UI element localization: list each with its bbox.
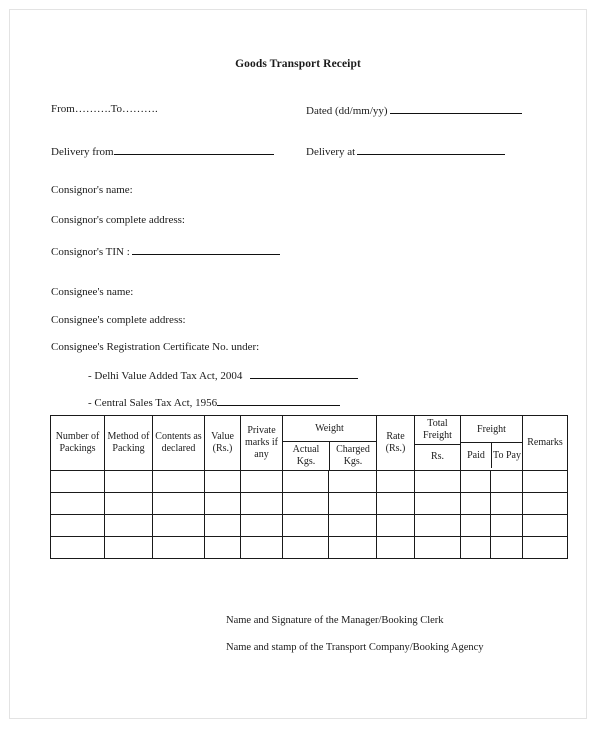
header-contents-as-declared: Contents as declared: [153, 416, 205, 471]
table-cell[interactable]: [153, 536, 205, 558]
consignee-registration-field: [51, 341, 259, 353]
table-cell[interactable]: [105, 514, 153, 536]
header-private-marks: Private marks if any: [241, 416, 283, 471]
table-cell[interactable]: [329, 514, 377, 536]
consignor-tin-field[interactable]: [51, 244, 280, 258]
consignor-tin-label: Consignor's TIN :: [51, 246, 130, 258]
weight-group-table: [283, 416, 376, 470]
goods-table-body: [51, 470, 568, 558]
table-cell[interactable]: [283, 492, 329, 514]
table-cell[interactable]: [329, 470, 377, 492]
header-freight-group: [461, 416, 523, 471]
table-cell[interactable]: [51, 492, 105, 514]
manager-signature-line: Name and Signature of the Manager/Booking Clerk: [226, 615, 444, 626]
table-cell[interactable]: [241, 514, 283, 536]
table-cell[interactable]: [461, 536, 491, 558]
dated-field[interactable]: [306, 103, 522, 117]
consignor-address-label: Consignor's complete address:: [51, 214, 185, 226]
delivery-at-input-rule[interactable]: [357, 144, 505, 155]
table-row: [51, 536, 568, 558]
table-cell[interactable]: [153, 492, 205, 514]
table-cell[interactable]: [105, 492, 153, 514]
table-cell[interactable]: [105, 536, 153, 558]
table-row: [51, 492, 568, 514]
page-title: Goods Transport Receipt: [235, 58, 361, 70]
table-cell[interactable]: [283, 536, 329, 558]
cst-act-label: - Central Sales Tax Act, 1956: [88, 397, 218, 409]
cst-act-field[interactable]: [88, 395, 340, 409]
table-cell[interactable]: [51, 514, 105, 536]
table-cell[interactable]: [415, 492, 461, 514]
delivery-from-label: Delivery from: [51, 146, 114, 158]
table-cell[interactable]: [241, 536, 283, 558]
table-row: [51, 470, 568, 492]
table-cell[interactable]: [205, 470, 241, 492]
dvat-act-label: - Delhi Value Added Tax Act, 2004: [88, 370, 243, 382]
table-cell[interactable]: [377, 536, 415, 558]
header-value-rs: Value (Rs.): [205, 416, 241, 471]
consignee-name-field: [51, 286, 133, 298]
consignor-address-field: [51, 214, 185, 226]
table-cell[interactable]: [105, 470, 153, 492]
delivery-at-label: Delivery at: [306, 146, 356, 158]
consignor-name-label: Consignor's name:: [51, 184, 133, 196]
table-cell[interactable]: [51, 470, 105, 492]
header-weight-actual: Actual Kgs.: [283, 442, 330, 470]
from-to-field: [51, 103, 158, 115]
table-cell[interactable]: [415, 536, 461, 558]
table-cell[interactable]: [491, 514, 523, 536]
table-cell[interactable]: [491, 470, 523, 492]
table-cell[interactable]: [377, 514, 415, 536]
header-rate-rs: Rate (Rs.): [377, 416, 415, 471]
consignor-name-field: [51, 184, 133, 196]
receipt-page: [9, 9, 587, 719]
freight-group-table: [461, 417, 522, 468]
dated-input-rule[interactable]: [390, 103, 522, 114]
table-cell[interactable]: [461, 514, 491, 536]
goods-table-head: [51, 416, 568, 471]
goods-table: [50, 415, 568, 559]
header-freight: Freight: [477, 423, 506, 435]
table-cell[interactable]: [523, 536, 568, 558]
header-method-of-packing: Method of Packing: [105, 416, 153, 471]
table-cell[interactable]: [51, 536, 105, 558]
consignor-tin-input-rule[interactable]: [132, 244, 280, 255]
table-cell[interactable]: [461, 470, 491, 492]
delivery-from-field[interactable]: [51, 144, 274, 158]
header-total-freight-label: Total Freight: [423, 418, 452, 441]
header-total-freight-unit: Rs.: [415, 444, 460, 470]
table-cell[interactable]: [491, 536, 523, 558]
dvat-act-field[interactable]: [88, 368, 358, 382]
consignee-address-field: [51, 314, 186, 326]
table-header-row: [51, 416, 568, 471]
company-stamp-line: Name and stamp of the Transport Company/Booking Agency: [226, 642, 484, 653]
consignee-name-label: Consignee's name:: [51, 286, 134, 298]
header-weight: Weight: [315, 422, 344, 434]
table-cell[interactable]: [523, 514, 568, 536]
table-row: [51, 514, 568, 536]
table-cell[interactable]: [523, 492, 568, 514]
table-cell[interactable]: [283, 470, 329, 492]
table-cell[interactable]: [329, 492, 377, 514]
dated-label: Dated (dd/mm/yy): [306, 105, 388, 117]
from-to-label: From……….To……….: [51, 103, 158, 115]
total-freight-table: [415, 416, 460, 470]
delivery-from-input-rule[interactable]: [114, 144, 274, 155]
table-cell[interactable]: [377, 470, 415, 492]
header-freight-paid: Paid: [461, 443, 492, 469]
table-cell[interactable]: [153, 514, 205, 536]
dvat-act-input-rule[interactable]: [250, 368, 358, 379]
table-cell[interactable]: [523, 470, 568, 492]
header-remarks: Remarks: [523, 416, 568, 471]
table-cell[interactable]: [329, 536, 377, 558]
table-cell[interactable]: [205, 492, 241, 514]
table-cell[interactable]: [415, 514, 461, 536]
table-cell[interactable]: [205, 536, 241, 558]
header-total-freight: [415, 416, 461, 471]
table-cell[interactable]: [153, 470, 205, 492]
header-weight-charged: Charged Kgs.: [330, 442, 377, 470]
table-cell[interactable]: [377, 492, 415, 514]
table-cell[interactable]: [461, 492, 491, 514]
table-cell[interactable]: [283, 514, 329, 536]
header-number-of-packings: Number of Packings: [51, 416, 105, 471]
table-cell[interactable]: [491, 492, 523, 514]
table-cell[interactable]: [415, 470, 461, 492]
cst-act-input-rule[interactable]: [217, 395, 340, 406]
consignee-address-label: Consignee's complete address:: [51, 314, 186, 326]
table-cell[interactable]: [241, 470, 283, 492]
header-freight-to-pay: To Pay: [492, 443, 523, 469]
header-weight-group: [283, 416, 377, 471]
table-cell[interactable]: [205, 514, 241, 536]
delivery-at-field[interactable]: [306, 144, 505, 158]
table-cell[interactable]: [241, 492, 283, 514]
consignee-registration-label: Consignee's Registration Certificate No. under:: [51, 341, 260, 353]
